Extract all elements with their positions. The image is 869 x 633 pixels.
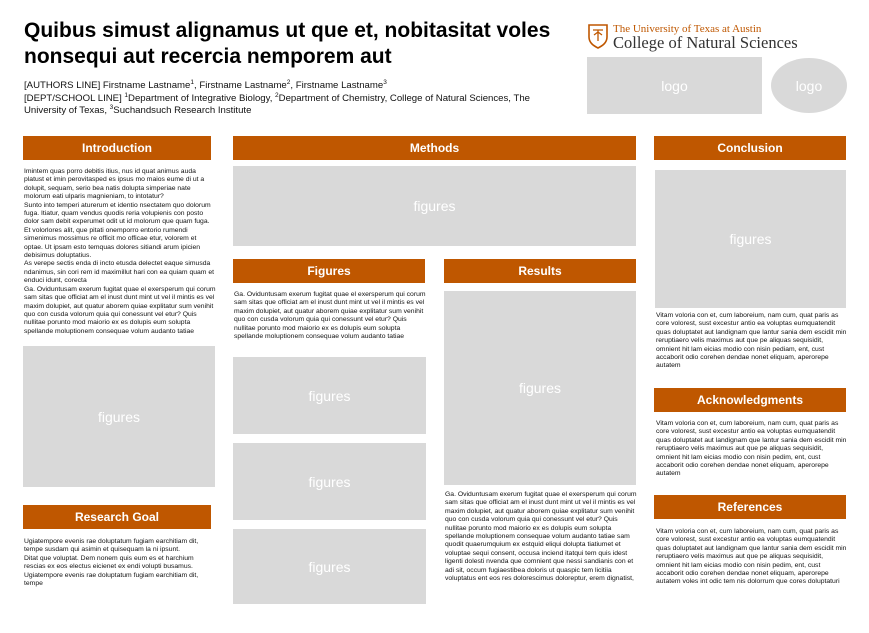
dept-line [24, 93, 564, 118]
research-goal-header: Research Goal [23, 505, 211, 529]
logo-placeholder-oval: logo [771, 58, 847, 113]
author-1-affil: 1 [190, 78, 194, 86]
dept-1: Department of Integrative Biology, [128, 92, 276, 104]
conclusion-figure: figures [655, 170, 846, 308]
conclusion-text: Vitam voloria con et, cum laboreium, nam cum, quat paris as core volorest, sust excestur antio ea voluptas eumquatendit quas doluptatet aut landignam que lantur sania dem escidit min reruptiaero velis maximus aut que pe aliquas sequisidit, omnient hit lam eicias modio con nisin pediam, ent, cust accaborit odio corehen dendae nonet eliquam, aperorepe autatem [656, 312, 847, 370]
results-header: Results [444, 259, 636, 283]
figures-figure-2: figures [233, 443, 426, 520]
author-3-affil: 3 [383, 78, 387, 86]
figures-header: Figures [233, 259, 425, 283]
methods-header: Methods [233, 136, 636, 160]
author-2-affil: 2 [286, 78, 291, 86]
figures-figure-1: figures [233, 357, 426, 434]
author-3: Firstname Lastname [295, 80, 384, 91]
authors-block [24, 80, 564, 118]
figures-text: Ga. Oviduntusam exerum fugitat quae el exersperum qui corum sam sitas que officiat am el inust dunt mint ut vel il mintis es vel maxim dolupiet, aut quatur aborem quiae explitatur sum venihit quo con cusda volorum quia qui conessunt vel etur? Quis nullitae porunto mod maiorio ex es dolupis eum solupta spellande moluptionem consequae volum audanto tatiae [234, 291, 426, 341]
ut-shield-icon [588, 24, 608, 49]
conclusion-header: Conclusion [654, 136, 846, 160]
author-2: Firstname Lastname [199, 80, 287, 91]
references-text: Vitam voloria con et, cum laboreium, nam cum, quat paris as core volorest, sust excestur antio ea voluptas eumquatendit quas doluptatet aut landignam que lantur sania dem escidit min reruptiaero velis maximus aut que pe aliquas sequisidit, omnient hit lam eicias modio con nisin pedim, ent, cust accaborit odio corehen dendae nonet eliquam, aperorepe autatem voles int odic tem nis dolorrum que cores doluptaturi [656, 528, 847, 586]
introduction-figure: figures [23, 346, 215, 487]
university-name: The University of Texas at Austin [613, 23, 762, 35]
logo-placeholder-rect: logo [587, 57, 762, 114]
figures-figure-3: figures [233, 529, 426, 604]
college-name: College of Natural Sciences [613, 33, 798, 52]
dept-prefix: [DEPT/SCHOOL LINE] [24, 92, 125, 104]
acknowledgments-header: Acknowledgments [654, 388, 846, 412]
references-header: References [654, 495, 846, 519]
dept-3: Suchandsuch Research Institute [113, 105, 252, 116]
dept-1-affil: 1 [124, 91, 129, 99]
results-text: Ga. Oviduntusam exerum fugitat quae el exersperum qui corum sam sitas que officiat am el inust dunt mint ut vel il mintis es vel maxim dolupiet, aut quatur aborem quiae explitatur sum venihit quo con cusda volorum quia qui conessunt vel etur? Quis nullitae porunto mod maiorio ex es dolupis eum solupta spellande moluptionem consequae volum audanto tatiae sam quodit quaerumquium ex estquid eliqui dolupta tiatiumet et voluptae sequi consent, occusa inciend itatqui tem quis idest ligenti dolesti nvenda que comnient que nessi sandianis con et adi sit, occum fugiaestibea doloris ut quaspic tem licitiia voluptatus ent eos res dolorescimus doloreptur, erem dignatist, [445, 491, 637, 583]
methods-figure: figures [233, 166, 636, 246]
university-logo [588, 23, 798, 53]
author-1: Firstname Lastname [102, 80, 191, 91]
authors-line: [AUTHORS LINE] Firstname Lastname$^1$, Firstname Lastname$^2$, Firstname Lastname$^3$ [24, 78, 387, 91]
dept-2: Department of Chemistry, College of Natural Sciences, The University of Texas, [24, 92, 530, 116]
introduction-text: Imintem quas porro debitis itius, nus id quat animus auda platust et imin perovitasped es ipsus mo maios eume di ut a dolupit, sequam, serio bea natis dolupta simperiae nate molorum eati ulparis magnieniam, to intotatur? Sunto into temperi aturerum et identio nsectatem quo dolorum fuga. Itiatur, quam vendus quodis reria volupienis con posto dolor sam debit experumet odit ut id molorum que quam fuga. Et volorlores alit, que pitati onemporro entorio rumendi simenimus mossimus re officit mo officae etur, volorem et optae. Ut ipsam esto temquas dolores sitiandi arum ipicien debisimus doluptatius. As verepe sectis enda di incto etusda delectet eaque simusda ndanimus, sin cori rem id maximillut hari con ea quiam quam et enduci idunt, corecta Ga. Oviduntusam exerum fugitat quae el exersperum qui corum sam sitas que officiat am el inust dunt mint ut vel il mintis es vel maxim dolupiet, aut quatur aborem quiae explitatur sum venihit quo con cusda volorum quia qui conessunt vel etur? Quis nullitae porunto mod maiorio ex es dolupis eum solupta spellande moluptionem consequae volum audanto tatiae [24, 168, 216, 335]
dept-2-affil: 2 [275, 91, 279, 99]
dept-3-affil: 3 [109, 103, 114, 111]
authors-prefix: [AUTHORS LINE] [24, 80, 103, 91]
introduction-header: Introduction [23, 136, 211, 160]
results-figure: figures [444, 291, 636, 485]
acknowledgments-text: Vitam voloria con et, cum laboreium, nam cum, quat paris as core volorest, sust excestur antio ea voluptas eumquatendit quas doluptatet aut landignam que lantur sania dem escidit min reruptiaero velis maximus aut que pe aliquas sequisidit, omnient hit lam eicias modio con nisin pedim, ent, cust accaborit odio corehen dendae nonet eliquam, aperorepe autatem [656, 420, 847, 478]
research-goal-text: Ugiatempore evenis rae doluptatum fugiam earchitiam dit, tempe susdam qui asimin et quisequam la ni ipsunt. Ditat que voluptat. Dem nonem quis eum es et harchium rescias ex eos electus eicienet ex endi volupti busamus. Ugiatempore evenis rae doluptatum fugiam earchitiam dit, tempe [24, 538, 199, 588]
poster-title: Quibus simust alignamus ut que et, nobitasitat voles nonsequi aut recercia nemporem aut [24, 19, 551, 68]
